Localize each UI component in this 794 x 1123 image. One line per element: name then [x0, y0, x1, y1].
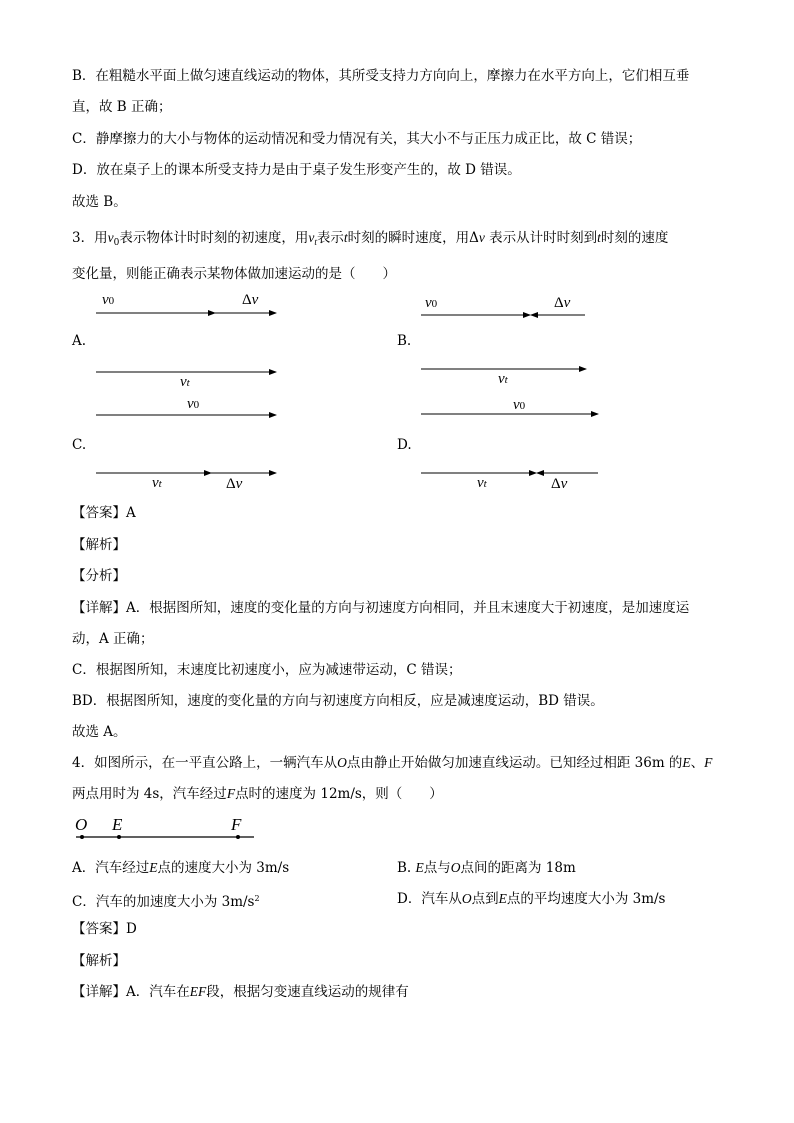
q3-choose: 故选 A。	[72, 724, 127, 740]
q4-jiexi: 【解析】	[72, 953, 126, 969]
delta-letter: Δ	[554, 295, 564, 311]
answer-tag: 【答案】	[72, 921, 126, 937]
q3-stem-line2: 变化量，则能正确表示某物体做加速运动的是（ ）	[72, 266, 396, 282]
q3-detail-line4: BD．根据图所知，速度的变化量的方向与初速度方向相反，应是减速度运动，BD 错误。	[72, 693, 604, 709]
v0-symbol: v	[107, 230, 114, 245]
q4-stem-part: 点时的速度为 12m/s，则（ ）	[235, 786, 443, 802]
answer-value: A	[126, 505, 136, 521]
v-letter: v	[498, 371, 505, 387]
q4-option-c	[72, 889, 260, 912]
e-symbol: E	[415, 860, 424, 875]
dv-symbol: v	[478, 230, 485, 245]
o-symbol: O	[450, 860, 461, 875]
sub-t: t	[158, 478, 162, 490]
q4-fig-f-label: F	[231, 815, 242, 834]
v-letter: v	[251, 292, 259, 308]
q3-option-c-label: C.	[72, 437, 87, 453]
q4-fig-e-label: E	[112, 815, 123, 834]
o-symbol: O	[461, 891, 472, 906]
q3-stem-part: 表示	[316, 230, 344, 246]
q4-stem-part: 4．如图所示，在一平直公路上，一辆汽车从	[72, 755, 338, 771]
q4-option-part: 点的速度大小为 3m/s	[157, 860, 290, 876]
t-symbol: t	[597, 230, 601, 245]
vt-symbol: v	[308, 230, 315, 245]
q4-option-part: B.	[397, 860, 412, 876]
a-v0-label	[102, 290, 114, 311]
d-vt-label	[477, 473, 487, 494]
q4-detail-part: 【详解】A．汽车在	[72, 984, 190, 1000]
q4-option-part: 点到	[471, 891, 499, 907]
ef-symbol: EF	[189, 984, 207, 999]
c-dv-label	[226, 474, 242, 494]
q3-detail-line2: 动，A 正确；	[72, 631, 154, 647]
q4-option-d	[397, 889, 666, 909]
b-v0-label	[425, 293, 437, 314]
c-v0-label	[187, 394, 199, 415]
answer-tag: 【答案】	[72, 505, 126, 521]
q4-point-o	[80, 835, 84, 839]
q3-answer	[72, 503, 136, 523]
q4-stem-part: 点由静止开始做匀加速直线运动。已知经过相距 36m 的	[346, 755, 683, 771]
q2-option-b-line2: 直，故 B 正确；	[72, 99, 172, 115]
v-letter: v	[187, 396, 194, 412]
q3-stem-part: 3．用	[72, 230, 108, 246]
v-letter: v	[477, 475, 484, 491]
q4-option-part: D．汽车从	[397, 891, 462, 907]
sub-zero: 0	[108, 295, 115, 307]
delta-letter: Δ	[242, 292, 252, 308]
q4-stem-part: 、	[690, 755, 705, 771]
q2-option-d: D．放在桌子上的课本所受支持力是由于桌子发生形变产生的，故 D 错误。	[72, 162, 521, 178]
delta-letter: Δ	[226, 476, 236, 492]
q3-fenxi: 【分析】	[72, 568, 126, 584]
q2-choose: 故选 B。	[72, 194, 127, 210]
delta-letter: Δ	[551, 476, 561, 492]
q4-option-b	[397, 858, 576, 878]
q3-detail-line1: 【详解】A．根据图所知，速度的变化量的方向与初速度方向相同，并且末速度大于初速度，是加速度运	[72, 600, 690, 616]
sub-zero: 0	[431, 298, 438, 310]
v-letter: v	[513, 397, 520, 413]
b-dv-label	[554, 293, 570, 313]
answer-value: D	[126, 921, 137, 937]
q4-option-part: 点与	[423, 860, 451, 876]
q4-option-part: 点的平均速度大小为 3m/s	[506, 891, 666, 907]
v-letter: v	[152, 475, 159, 491]
q4-stem-line1	[72, 753, 712, 773]
c-vt-label	[152, 473, 162, 494]
f-symbol: F	[704, 755, 713, 770]
sub-t: t	[483, 478, 487, 490]
q4-stem-part: 两点用时为 4s，汽车经过	[72, 786, 227, 802]
e-symbol: E	[498, 891, 507, 906]
d-dv-label	[551, 474, 567, 494]
q4-stem-line2	[72, 784, 443, 804]
q4-point-e	[117, 835, 121, 839]
a-dv-label	[242, 290, 258, 310]
v-letter: v	[180, 374, 187, 390]
q4-option-part: A．汽车经过	[72, 860, 150, 876]
q4-fig-o-label: O	[75, 815, 88, 834]
sub-t: t	[186, 377, 190, 389]
sub-zero: 0	[193, 399, 200, 411]
q4-point-f	[236, 835, 240, 839]
q4-detail-part: 段，根据匀变速直线运动的规律有	[206, 984, 409, 1000]
q3-option-a-label: A.	[72, 333, 87, 349]
e-symbol: E	[149, 860, 158, 875]
f-symbol: F	[226, 786, 236, 801]
q2-option-c: C．静摩擦力的大小与物体的运动情况和受力情况有关，其大小不与正压力成正比，故 C 错误；	[72, 131, 642, 147]
squared-superscript: 2	[254, 894, 260, 903]
q4-answer	[72, 919, 137, 939]
q3-stem-part: 时刻的瞬时速度，用Δ	[347, 230, 479, 246]
d-v0-label	[513, 395, 525, 416]
t-symbol: t	[343, 230, 348, 245]
sub-zero: 0	[519, 400, 526, 412]
v-letter: v	[560, 476, 568, 492]
q3-stem-part: 时刻的速度	[600, 230, 669, 246]
e-symbol: E	[682, 755, 691, 770]
q3-jiexi: 【解析】	[72, 537, 126, 553]
b-vt-label	[498, 369, 508, 390]
a-vt-label	[180, 372, 190, 393]
q3-option-b-label: B.	[397, 333, 412, 349]
q3-stem-part: 表示物体计时时刻的初速度，用	[119, 230, 309, 246]
v-letter: v	[102, 292, 109, 308]
o-symbol: O	[337, 755, 347, 770]
q3-stem-part: 表示从计时时刻到	[484, 230, 598, 246]
v-letter: v	[425, 295, 432, 311]
sub-t: t	[504, 374, 508, 386]
v-letter: v	[563, 295, 571, 311]
q4-detail	[72, 982, 409, 1002]
q4-option-a	[72, 858, 289, 878]
v-letter: v	[235, 476, 243, 492]
q4-option-part: 点间的距离为 18m	[460, 860, 576, 876]
q2-option-b-line1: B．在粗糙水平面上做匀速直线运动的物体，其所受支持力方向向上，摩擦力在水平方向上，它们相互垂	[72, 68, 690, 84]
v0-subscript: 0	[113, 238, 120, 248]
q3-detail-line3: C．根据图所知，末速度比初速度小，应为减速带运动，C 错误；	[72, 662, 462, 678]
vt-subscript: t	[314, 237, 317, 247]
q4-option-part: C．汽车的加速度大小为 3m/s	[72, 894, 255, 910]
q3-option-d-label: D.	[397, 437, 412, 453]
